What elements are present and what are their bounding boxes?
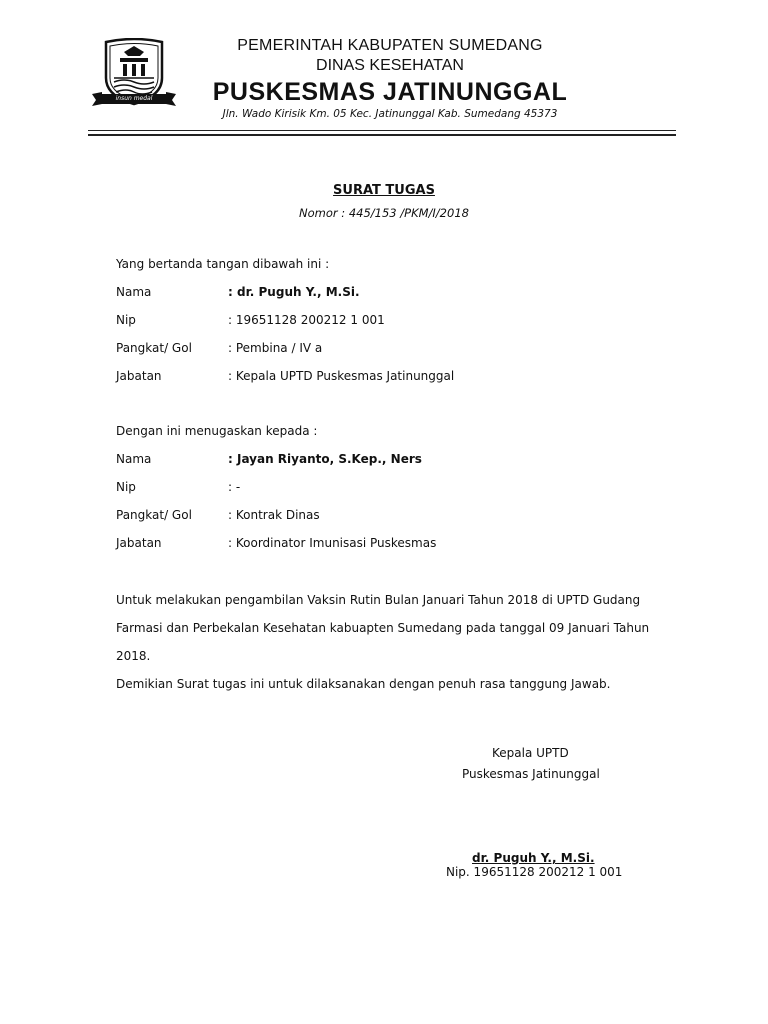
signature-title-2: Puskesmas Jatinunggal xyxy=(462,767,600,781)
signer-rank-label: Pangkat/ Gol xyxy=(116,341,192,355)
assignee-rank-label: Pangkat/ Gol xyxy=(116,508,192,522)
closing-statement: Demikian Surat tugas ini untuk dilaksanakan dengan penuh rasa tanggung Jawab. xyxy=(116,677,611,691)
signature-title-1: Kepala UPTD xyxy=(492,746,569,760)
signer-intro: Yang bertanda tangan dibawah ini : xyxy=(116,257,330,271)
letterhead-divider-thick xyxy=(88,134,676,136)
assignee-name-value: : Jayan Riyanto, S.Kep., Ners xyxy=(228,452,422,466)
logo-motto: insun medal xyxy=(115,95,153,102)
letterhead-institution: PUSKESMAS JATINUNGGAL xyxy=(212,78,568,106)
letterhead-department: DINAS KESEHATAN xyxy=(316,57,464,74)
assignee-name-label: Nama xyxy=(116,452,152,466)
letterhead-divider-thin xyxy=(88,130,676,131)
assignment-purpose: Untuk melakukan pengambilan Vaksin Rutin Bulan Januari Tahun 2018 di UPTD Gudang Farmasi dan Perbekalan Kesehatan kabuapten Sumedang pada tanggal 09 Januari Tahun 2018. xyxy=(116,593,650,663)
signature-name: dr. Puguh Y., M.Si. xyxy=(472,851,595,865)
signer-rank-value: : Pembina / IV a xyxy=(228,341,323,355)
assignee-rank-value: : Kontrak Dinas xyxy=(228,508,320,522)
document-title: SURAT TUGAS xyxy=(333,183,435,198)
signature-nip: Nip. 19651128 200212 1 001 xyxy=(446,865,623,879)
letterhead-government: PEMERINTAH KABUPATEN SUMEDANG xyxy=(237,37,543,54)
signer-nip-label: Nip xyxy=(116,313,136,327)
assignee-nip-value: : - xyxy=(228,480,241,494)
signer-nip-value: : 19651128 200212 1 001 xyxy=(228,313,385,327)
assignee-position-value: : Koordinator Imunisasi Puskesmas xyxy=(228,536,437,550)
signer-name-label: Nama xyxy=(116,285,152,299)
signer-position-label: Jabatan xyxy=(116,369,162,383)
kabupaten-logo xyxy=(90,38,178,114)
letterhead xyxy=(190,36,590,108)
assignee-nip-label: Nip xyxy=(116,480,136,494)
assignee-position-label: Jabatan xyxy=(116,536,162,550)
letterhead-address: Jln. Wado Kirisik Km. 05 Kec. Jatinunggal Kab. Sumedang 45373 xyxy=(222,108,558,120)
signer-position-value: : Kepala UPTD Puskesmas Jatinunggal xyxy=(228,369,455,383)
assignee-intro: Dengan ini menugaskan kepada : xyxy=(116,424,318,438)
signer-name-value: : dr. Puguh Y., M.Si. xyxy=(228,285,360,299)
document-number: Nomor : 445/153 /PKM/I/2018 xyxy=(299,206,469,220)
